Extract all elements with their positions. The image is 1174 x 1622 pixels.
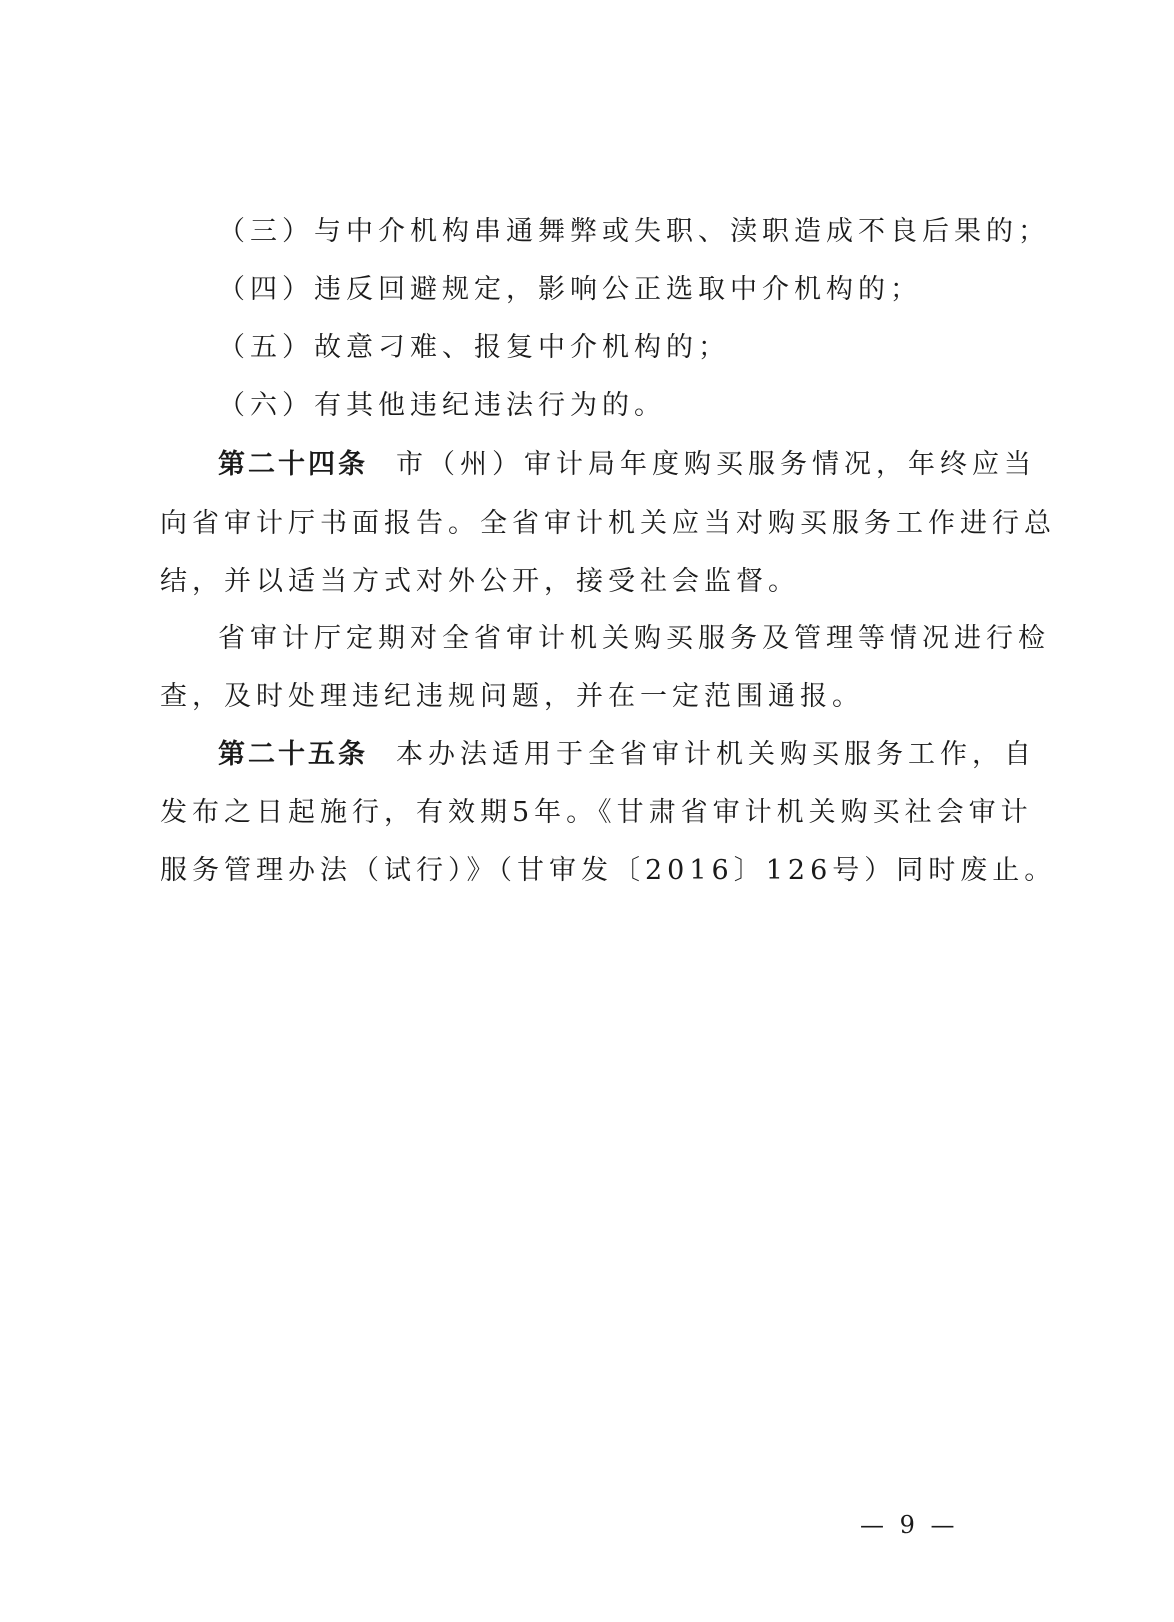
paragraph-line: 省审计厅定期对全省审计机关购买服务及管理等情况进行检 (218, 623, 1050, 654)
list-item: （六）有其他违纪违法行为的。 (218, 390, 666, 421)
page-number: — 9 — (860, 1511, 959, 1539)
article-heading: 第二十五条 (218, 739, 368, 770)
list-item: （三）与中介机构串通舞弊或失职、渎职造成不良后果的； (218, 216, 1050, 247)
article-25-first-line (218, 737, 1036, 773)
article-text-line: 结，并以适当方式对外公开，接受社会监督。 (160, 566, 800, 597)
list-item: （五）故意刁难、报复中介机构的； (218, 332, 730, 363)
list-item: （四）违反回避规定，影响公正选取中介机构的； (218, 274, 922, 305)
article-text: 本办法适用于全省审计机关购买服务工作，自 (396, 739, 1036, 770)
article-text-line: 向省审计厅书面报告。全省审计机关应当对购买服务工作进行总 (160, 508, 1056, 539)
article-text-line: 发布之日起施行，有效期5年。《甘肃省审计机关购买社会审计 (160, 797, 1033, 828)
article-heading: 第二十四条 (218, 449, 368, 480)
article-text: 市（州）审计局年度购买服务情况，年终应当 (396, 449, 1036, 480)
article-24-first-line (218, 447, 1036, 483)
paragraph-line: 查，及时处理违纪违规问题，并在一定范围通报。 (160, 681, 864, 712)
article-text-line: 服务管理办法（试行）》（甘审发〔2016〕126号）同时废止。 (160, 855, 1057, 886)
